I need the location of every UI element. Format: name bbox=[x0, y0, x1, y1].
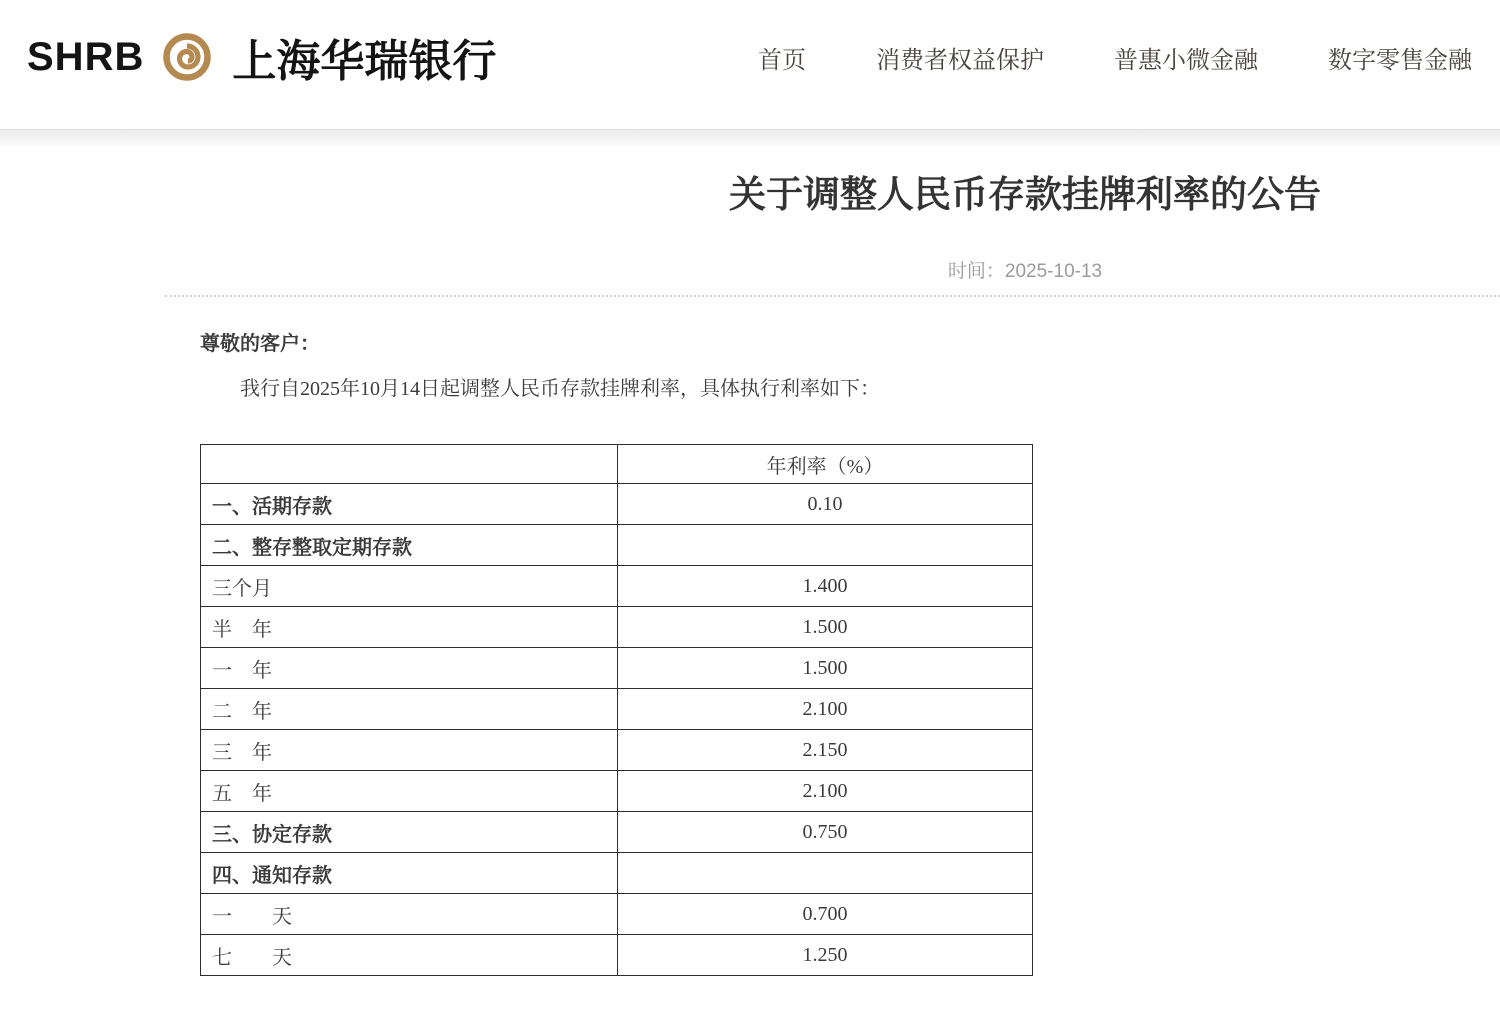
bank-logo[interactable] bbox=[27, 0, 496, 114]
table-row bbox=[201, 894, 1033, 935]
nav-item-home[interactable]: 首页 bbox=[758, 46, 806, 74]
table-row bbox=[201, 689, 1033, 730]
deposit-type-cell: 一 天 bbox=[201, 894, 618, 935]
rate-cell: 2.100 bbox=[618, 689, 1033, 730]
rate-table-body bbox=[201, 484, 1033, 976]
header-shadow bbox=[0, 130, 1500, 150]
rate-table bbox=[200, 444, 1033, 976]
publish-date-label: 时间： bbox=[947, 261, 1005, 282]
rate-cell bbox=[618, 525, 1033, 566]
publish-date bbox=[165, 256, 1500, 283]
deposit-type-cell: 四、通知存款 bbox=[201, 853, 618, 894]
table-row bbox=[201, 853, 1033, 894]
nav-item-inclusive-finance[interactable]: 普惠小微金融 bbox=[1114, 46, 1258, 74]
logo-wordmark: SHRB bbox=[27, 34, 145, 79]
table-row bbox=[201, 730, 1033, 771]
deposit-type-cell: 二、整存整取定期存款 bbox=[201, 525, 618, 566]
table-row bbox=[201, 525, 1033, 566]
table-row bbox=[201, 607, 1033, 648]
table-row bbox=[201, 771, 1033, 812]
rate-cell: 0.700 bbox=[618, 894, 1033, 935]
rate-cell: 1.400 bbox=[618, 566, 1033, 607]
page-title: 关于调整人民币存款挂牌利率的公告 bbox=[729, 174, 1321, 215]
deposit-type-cell: 五 年 bbox=[201, 771, 618, 812]
table-row bbox=[201, 484, 1033, 525]
table-row bbox=[201, 812, 1033, 853]
deposit-type-cell: 三 年 bbox=[201, 730, 618, 771]
table-row bbox=[201, 935, 1033, 976]
publish-date-value: 2025-10-13 bbox=[1004, 261, 1103, 282]
annual-rate-header: 年利率（%） bbox=[618, 445, 1033, 484]
greeting: 尊敬的客户： bbox=[200, 333, 320, 355]
nav-item-digital-retail[interactable]: 数字零售金融 bbox=[1328, 46, 1472, 74]
deposit-type-header bbox=[201, 445, 618, 484]
rate-cell: 2.100 bbox=[618, 771, 1033, 812]
rate-cell: 1.250 bbox=[618, 935, 1033, 976]
rate-cell bbox=[618, 853, 1033, 894]
bank-name: 上海华瑞银行 bbox=[232, 37, 497, 86]
site-header bbox=[0, 0, 1500, 130]
nav-item-consumer-protection[interactable]: 消费者权益保护 bbox=[876, 46, 1044, 74]
logo-ring bbox=[167, 37, 208, 78]
dotted-separator bbox=[165, 295, 1500, 297]
rate-cell: 1.500 bbox=[618, 607, 1033, 648]
logo-spiral bbox=[180, 46, 199, 67]
table-row bbox=[201, 648, 1033, 689]
deposit-type-cell: 半 年 bbox=[201, 607, 618, 648]
rate-cell: 0.10 bbox=[618, 484, 1033, 525]
rate-cell: 2.150 bbox=[618, 730, 1033, 771]
rate-table-head bbox=[201, 445, 1033, 484]
deposit-type-cell: 一、活期存款 bbox=[201, 484, 618, 525]
main-nav bbox=[758, 0, 1472, 114]
deposit-type-cell: 二 年 bbox=[201, 689, 618, 730]
deposit-type-cell: 三个月 bbox=[201, 566, 618, 607]
deposit-type-cell: 三、协定存款 bbox=[201, 812, 618, 853]
table-row bbox=[201, 566, 1033, 607]
deposit-type-cell: 一 年 bbox=[201, 648, 618, 689]
rate-cell: 0.750 bbox=[618, 812, 1033, 853]
deposit-type-cell: 七 天 bbox=[201, 935, 618, 976]
rate-cell: 1.500 bbox=[618, 648, 1033, 689]
bank-logo-icon bbox=[163, 33, 211, 81]
rate-table-header-row bbox=[201, 445, 1033, 484]
intro-paragraph: 我行自2025年10月14日起调整人民币存款挂牌利率，具体执行利率如下： bbox=[240, 378, 880, 400]
